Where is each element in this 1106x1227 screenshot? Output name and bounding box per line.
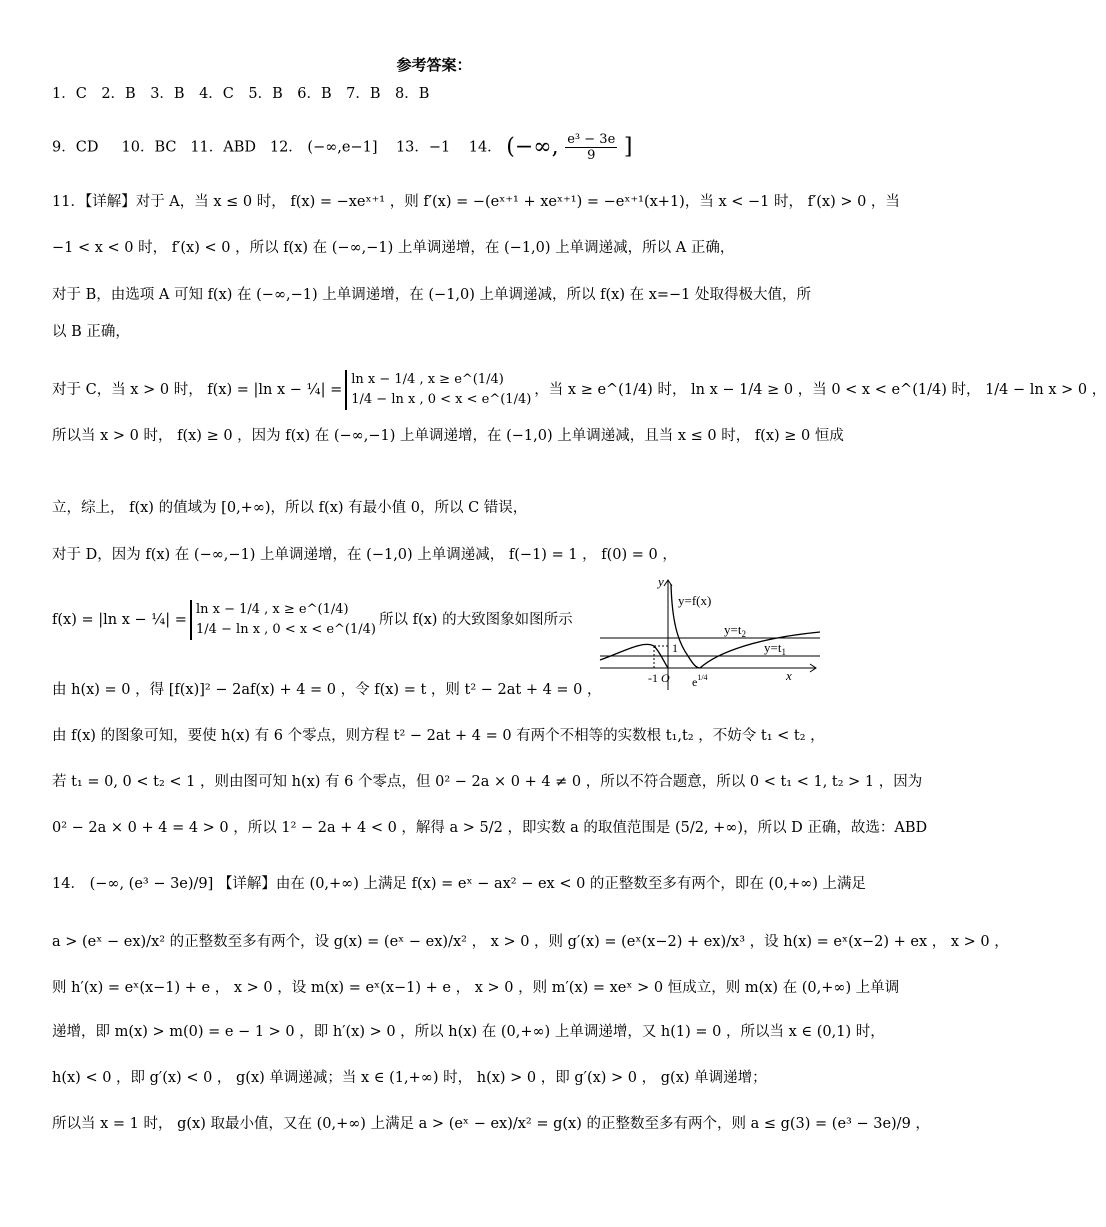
d-suffix: 所以 f(x) 的大致图象如图所示 (379, 612, 573, 628)
answer-12: (−∞,e−1] (307, 139, 378, 156)
c-prefix: 对于 C，当 x > 0 时， f(x) = |ln x − ¼| = (52, 382, 343, 398)
c-piecewise (345, 370, 531, 410)
c-case-1: ln x − 1/4 , x ≥ e^(1/4) (351, 372, 504, 387)
sol14-interval: (−∞, (e³ − 3e)/9] (89, 876, 214, 892)
function-graph (598, 572, 823, 692)
origin-label: O (661, 671, 670, 685)
answer-14-numerator: e³ − 3e (567, 132, 616, 147)
answers-row-1: 1．C 2．B 3．B 4．C 5．B 6．B 7．B 8．B (52, 86, 430, 102)
sol11-line-7: 立，综上， f(x) 的值域为 [0,+∞)，所以 f(x) 有最小值 0，所以 C 错误， (52, 500, 528, 516)
sol11-line-3: 对于 B，由选项 A 可知 f(x) 在 (−∞,−1) 上单调递增，在 (−1,0) 上单调递减，所以 f(x) 在 x=−1 处取得极大值，所 (52, 287, 812, 303)
e-label: $e^{1/4}$ (692, 673, 708, 689)
answer-13: 13．−1 (395, 139, 451, 156)
x-axis-label: x (786, 668, 792, 683)
answer-14-right: ] (623, 134, 633, 160)
c-suffix: ，当 x ≥ e^(1/4) 时， ln x − 1/4 ≥ 0 ，当 0 < x < e^(1/4) 时， 1/4 − ln x > 0 ， (534, 382, 1106, 398)
sol11-line-1: 11．【详解】对于 A，当 x ≤ 0 时， f(x) = −xeˣ⁺¹ ，则 f′(x) = −(eˣ⁺¹ + xeˣ⁺¹) = −eˣ⁺¹(x+1)，当 x < −1 时， f′(x) > 0 ，当 (52, 194, 900, 210)
one-label: 1 (672, 641, 678, 655)
answer-11: 11．ABD (190, 139, 257, 156)
sol11-case-c (52, 360, 1106, 420)
t1-label: $y=t_1$ (764, 640, 786, 657)
c-case-2: 1/4 − ln x , 0 < x < e^(1/4) (351, 392, 532, 407)
d-piecewise (190, 600, 376, 640)
answers-row-2 (52, 132, 828, 163)
neg-one-label: -1 (648, 671, 658, 685)
sol14-line-4: 递增，即 m(x) > m(0) = e − 1 > 0 ，即 h′(x) > 0 ，所以 h(x) 在 (0,+∞) 上单调递增，又 h(1) = 0 ，所以当 x ∈ (0,1) 时， (52, 1024, 885, 1040)
answer-12-label: 12． (269, 139, 303, 156)
sol14-line-2: a > (eˣ − ex)/x² 的正整数至多有两个，设 g(x) = (eˣ − ex)/x² ， x > 0 ，则 g′(x) = (eˣ(x−2) + ex)/x³ ，设 h(x) = eˣ(x−2) + ex ， x > 0 ， (52, 934, 1009, 950)
y-axis-label: y (658, 574, 664, 589)
answer-9: 9．CD (52, 139, 99, 156)
d-prefix: f(x) = |ln x − ¼| = (52, 612, 187, 628)
answer-14-denominator: 9 (587, 148, 596, 163)
sol11-line-12: 若 t₁ = 0, 0 < t₂ < 1 ，则由图可知 h(x) 有 6 个零点，但 0² − 2a × 0 + 4 ≠ 0 ，所以不符合题意，所以 0 < t₁ < 1, t₂ > 1 ，因为 (52, 774, 923, 790)
sol11-line-11: 由 f(x) 的图象可知，要使 h(x) 有 6 个零点，则方程 t² − 2at + 4 = 0 有两个不相等的实数根 t₁,t₂ ，不妨令 t₁ < t₂ ， (52, 728, 825, 744)
sol11-line-13: 0² − 2a × 0 + 4 = 4 > 0 ，所以 1² − 2a + 4 < 0 ，解得 a > 5/2 ，即实数 a 的取值范围是 (5/2, +∞)，所以 D 正确，故选：ABD (52, 820, 928, 836)
sol14-line-3: 则 h′(x) = eˣ(x−1) + e ， x > 0 ，设 m(x) = eˣ(x−1) + e ， x > 0 ，则 m′(x) = xeˣ > 0 恒成立，则 m(x) 在 (0,+∞) 上单调 (52, 980, 900, 996)
sol14-label: 14． (52, 876, 85, 892)
d-case-2: 1/4 − ln x , 0 < x < e^(1/4) (195, 622, 376, 637)
d-case-1: ln x − 1/4 , x ≥ e^(1/4) (195, 602, 349, 617)
sol14-text-1: 【详解】由在 (0,+∞) 上满足 f(x) = eˣ − ax² − ex < 0 的正整数至多有两个，即在 (0,+∞) 上满足 (217, 876, 867, 892)
t2-label: $y=t_2$ (724, 622, 746, 639)
sol14-line-6: 所以当 x = 1 时， g(x) 取最小值，又在 (0,+∞) 上满足 a > (eˣ − ex)/x² = g(x) 的正整数至多有两个，则 a ≤ g(3) = (e³ − 3e)/9 ， (52, 1116, 930, 1132)
answer-10: 10．BC (121, 139, 177, 156)
sol11-line-6: 所以当 x > 0 时， f(x) ≥ 0 ，因为 f(x) 在 (−∞,−1) 上单调递增，在 (−1,0) 上单调递减，且当 x ≤ 0 时， f(x) ≥ 0 恒成 (52, 428, 844, 444)
answer-14-left: (−∞, (506, 134, 559, 160)
sol11-case-d (52, 590, 578, 650)
answer-14-fraction (565, 132, 617, 163)
sol11-line-2: −1 < x < 0 时， f′(x) < 0 ，所以 f(x) 在 (−∞,−1) 上单调递增，在 (−1,0) 上单调递减，所以 A 正确， (52, 240, 735, 256)
page-title: 参考答案： (396, 56, 472, 74)
answer-14-label: 14． (468, 139, 502, 156)
sol14-line-5: h(x) < 0 ，即 g′(x) < 0 ， g(x) 单调递减；当 x ∈ (1,+∞) 时， h(x) > 0 ，即 g′(x) > 0 ， g(x) 单调递增； (52, 1070, 767, 1086)
sol11-line-4: 以 B 正确， (52, 324, 130, 340)
sol11-line-10: 由 h(x) = 0 ，得 [f(x)]² − 2af(x) + 4 = 0 ，令 f(x) = t ，则 t² − 2at + 4 = 0 ， (52, 682, 602, 698)
sol14-line-1 (52, 874, 867, 894)
sol11-line-8: 对于 D，因为 f(x) 在 (−∞,−1) 上单调递增，在 (−1,0) 上单调递减， f(−1) = 1 ， f(0) = 0 ， (52, 547, 677, 563)
curve-label: y=f(x) (678, 593, 712, 608)
